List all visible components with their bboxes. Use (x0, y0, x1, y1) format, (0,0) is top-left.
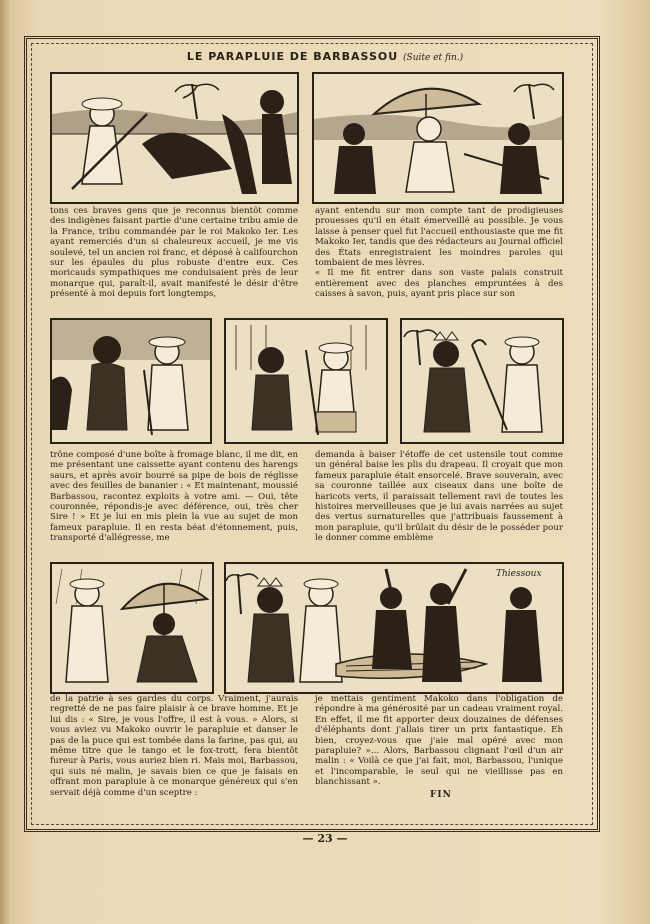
panel-umbrella-shade (312, 72, 564, 204)
panel-procession (224, 562, 564, 694)
procession-illustration (226, 564, 562, 692)
text-block-3-right: je mettais gentiment Makoko dans l'obligation de répondre à ma générosité par un cadeau vraiment royal. En effet, il me fit apporter deux douzaines de défenses d'éléphants dont j'allais tirer un prix fantastique. Eh bien, croyez-vous que j'aie mal opéré avec mon parapluie? »... Alors, Barbassou clignant l'œil d'un air malin : « Voilà ce que j'ai fait, moi, Barbassou, l'unique et l'incomparable, le seul qui ne vieillisse pas en blanchissant ». (315, 694, 563, 788)
king-meeting-illustration (52, 320, 210, 442)
page-title (0, 50, 650, 63)
panel-king-meeting (50, 318, 212, 444)
panel-king-umbrella (400, 318, 564, 444)
panel-explorer-greeted (50, 72, 299, 204)
panel-seated-gift (224, 318, 388, 444)
text-block-1-right: ayant entendu sur mon compte tant de prodigieuses prouesses qu'il en était émerveillé au possible. Je vous laisse à penser quel fut l'accueil enthousiaste que me fit Makoko Ier, tandis que des rédacteurs au Journal officiel des États enregistraient les moindres paroles qui tombaient de mes lèvres. « Il me fit entrer dans son vaste palais construit entièrement avec des planches empruntées à des caisses à savon, puis, ayant pris place sur son (315, 206, 563, 300)
panel-dancing-rain (50, 562, 214, 694)
page-number: — 23 — (302, 832, 348, 845)
text-block-2-left: trône composé d'une boîte à fromage blanc, il me dit, en me présentant une caissette ayant contenu des harengs saurs, et après avoir bourré sa pipe de bois de réglisse avec des feuilles de bananier : « Et maintenant, moussié Barbassou, racontez exploits à votre ami. — Oui, tête couronnée, répondis-je avec déférence, oui, très cher Sire ! » Et je lui en mis plein la vue au sujet de mon fameux parapluie. Il en resta béat d'étonnement, puis, transporté d'allégresse, me (50, 450, 298, 544)
text-block-1-left: tons ces braves gens que je reconnus bientôt comme des indigènes faisant partie d'une certaine tribu amie de la France, tribu commandée par le roi Makoko Ier. Les ayant remerciés d'un si chaleureux accueil, je me vis soulevé, tel un ancien roi franc, et déposé à califourchon sur les épaules du plus robuste d'entre eux. Ces moricauds sympathiques me conduisaient près de leur monarque qui, paraît-il, avait manifesté le désir d'être présenté à moi depuis fort longtemps, (50, 206, 298, 300)
title-suite: (Suite et fin.) (403, 53, 464, 63)
title-text: LE PARAPLUIE DE BARBASSOU (186, 50, 399, 63)
artist-signature: Thiessoux (496, 569, 542, 579)
explorer-with-natives-illustration (52, 74, 297, 202)
binding-edge (0, 0, 10, 924)
text-block-3-left: de la patrie à ses gardes du corps. Vraiment, j'aurais regretté de ne pas faire plaisir à ce brave homme. Et je lui dis : « Sire, je vous l'offre, il est à vous. » Alors, si vous aviez vu Makoko ouvrir le parapluie et danser le pas de la puce qui est tombée dans la farine, pas qui, au même titre que le tango et le fox-trott, fera bientôt fureur à Paris, vous auriez bien ri. Mais moi, Barbassou, qui suis né malin, je savais bien ce que je faisais en offrant mon parapluie à ce monarque généreux qui s'en servait déjà comme d'un sceptre : (50, 694, 298, 798)
explorer-umbrella-illustration (314, 74, 562, 202)
fin-label: FIN (430, 790, 452, 800)
text-block-2-right: demanda à baiser l'étoffe de cet ustensile tout comme un général baise les plis du drapeau. Il croyait que mon fameux parapluie était ensorcelé. Brave souverain, avec sa couronne taillée aux ciseaux dans une boîte de haricots verts, il paraissait tellement ravi de toutes les histoires merveilleuses que je lui avais narrées au sujet des vertus surnaturelles que j'attribuais faussement à mon parapluie, qu'il brûlait du désir de le posséder pour le donner comme emblème (315, 450, 563, 544)
king-umbrella-illustration (402, 320, 562, 442)
dancing-rain-illustration (52, 564, 212, 692)
seated-gift-illustration (226, 320, 386, 442)
